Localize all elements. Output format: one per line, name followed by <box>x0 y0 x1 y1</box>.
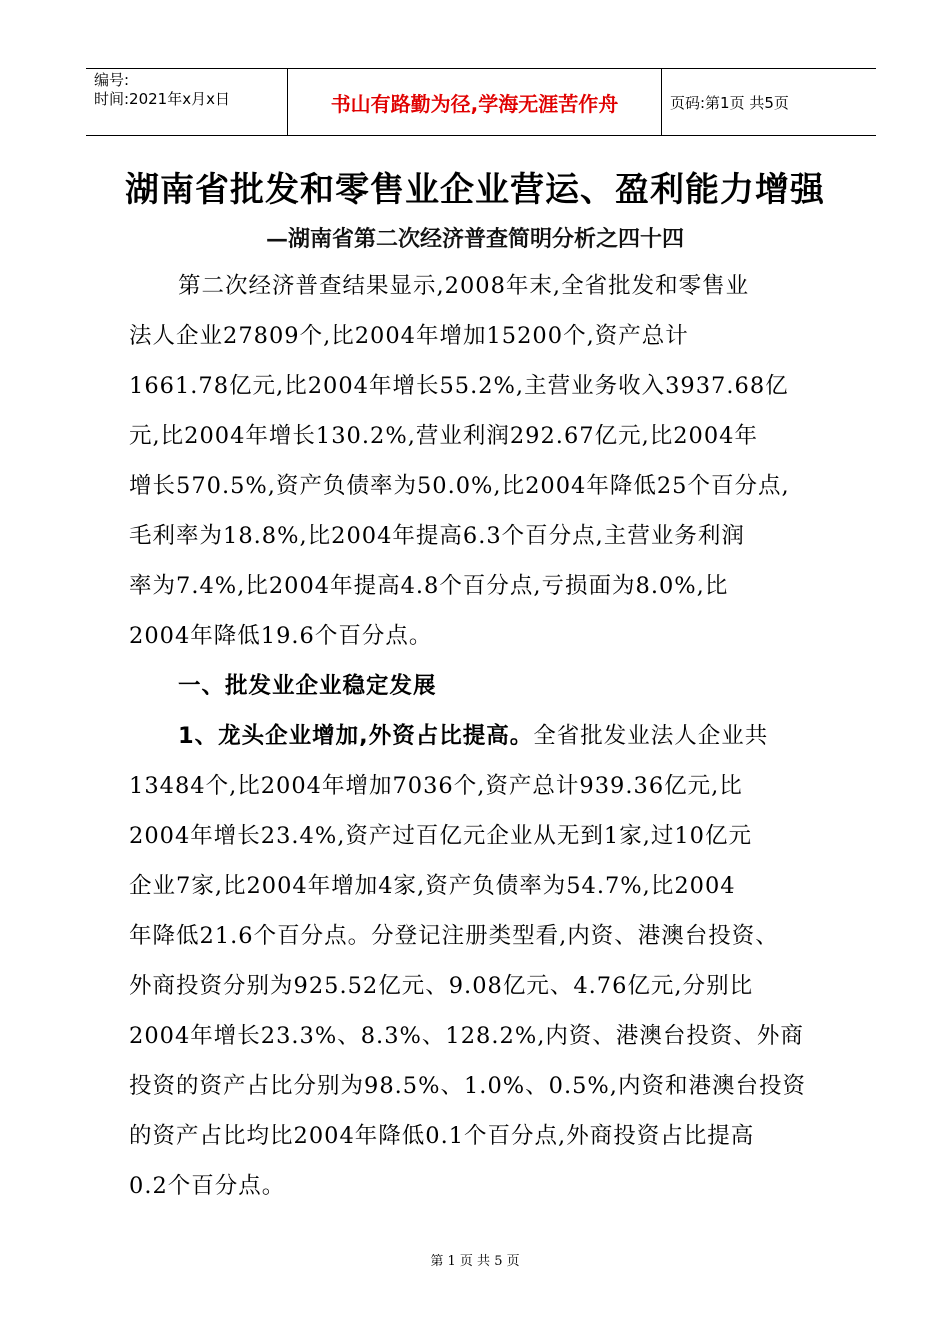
sub1-bold-lead: 1、龙头企业增加,外资占比提高。 <box>178 723 534 749</box>
para1-line-2: 法人企业27809个,比2004年增加15200个,资产总计 <box>129 323 689 349</box>
para2-line-8: 投资的资产占比分别为98.5%、1.0%、0.5%,内资和港澳台投资 <box>129 1073 806 1099</box>
para2-line-3: 2004年增长23.4%,资产过百亿元企业从无到1家,过10亿元 <box>129 823 752 849</box>
para2-line-10: 0.2个百分点。 <box>129 1173 286 1199</box>
sub1-first-rest: 全省批发业法人企业共 <box>533 723 769 749</box>
header-motto: 书山有路勤为径,学海无涯苦作舟 <box>288 69 662 135</box>
document-subtitle: —湖南省第二次经济普查简明分析之四十四 <box>265 226 684 252</box>
para1-line-6: 毛利率为18.8%,比2004年提高6.3个百分点,主营业务利润 <box>129 523 745 549</box>
para1-line-1: 第二次经济普查结果显示,2008年末,全省批发和零售业 <box>178 273 750 299</box>
para2-line-7: 2004年增长23.3%、8.3%、128.2%,内资、港澳台投资、外商 <box>129 1023 804 1049</box>
header-meta-cell <box>86 69 288 135</box>
header-table <box>86 68 876 136</box>
header-page-info: 页码:第1页 共5页 <box>670 93 789 112</box>
time-label: 时间:2021年x月x日 <box>94 90 230 108</box>
para2-line-2: 13484个,比2004年增加7036个,资产总计939.36亿元,比 <box>129 773 743 799</box>
para1-line-4: 元,比2004年增长130.2%,营业利润292.67亿元,比2004年 <box>129 423 758 449</box>
para2-line-5: 年降低21.6个百分点。分登记注册类型看,内资、港澳台投资、 <box>129 923 779 949</box>
para1-line-8: 2004年降低19.6个百分点。 <box>129 623 433 649</box>
para2-line-6: 外商投资分别为925.52亿元、9.08亿元、4.76亿元,分别比 <box>129 973 754 999</box>
para1-line-5: 增长570.5%,资产负债率为50.0%,比2004年降低25个百分点, <box>129 473 790 499</box>
para1-line-3: 1661.78亿元,比2004年增长55.2%,主营业务收入3937.68亿 <box>129 373 789 399</box>
para1-line-7: 率为7.4%,比2004年提高4.8个百分点,亏损面为8.0%,比 <box>129 573 729 599</box>
page-footer: 第 1 页 共 5 页 <box>430 1254 520 1269</box>
document-title: 湖南省批发和零售业企业营运、盈利能力增强 <box>125 170 825 210</box>
para2-line-9: 的资产占比均比2004年降低0.1个百分点,外商投资占比提高 <box>129 1123 755 1149</box>
para2-line-1 <box>178 721 898 751</box>
section1-heading: 一、批发业企业稳定发展 <box>178 673 437 699</box>
number-label: 编号: <box>94 71 130 89</box>
para2-line-4: 企业7家,比2004年增加4家,资产负债率为54.7%,比2004 <box>129 873 736 899</box>
